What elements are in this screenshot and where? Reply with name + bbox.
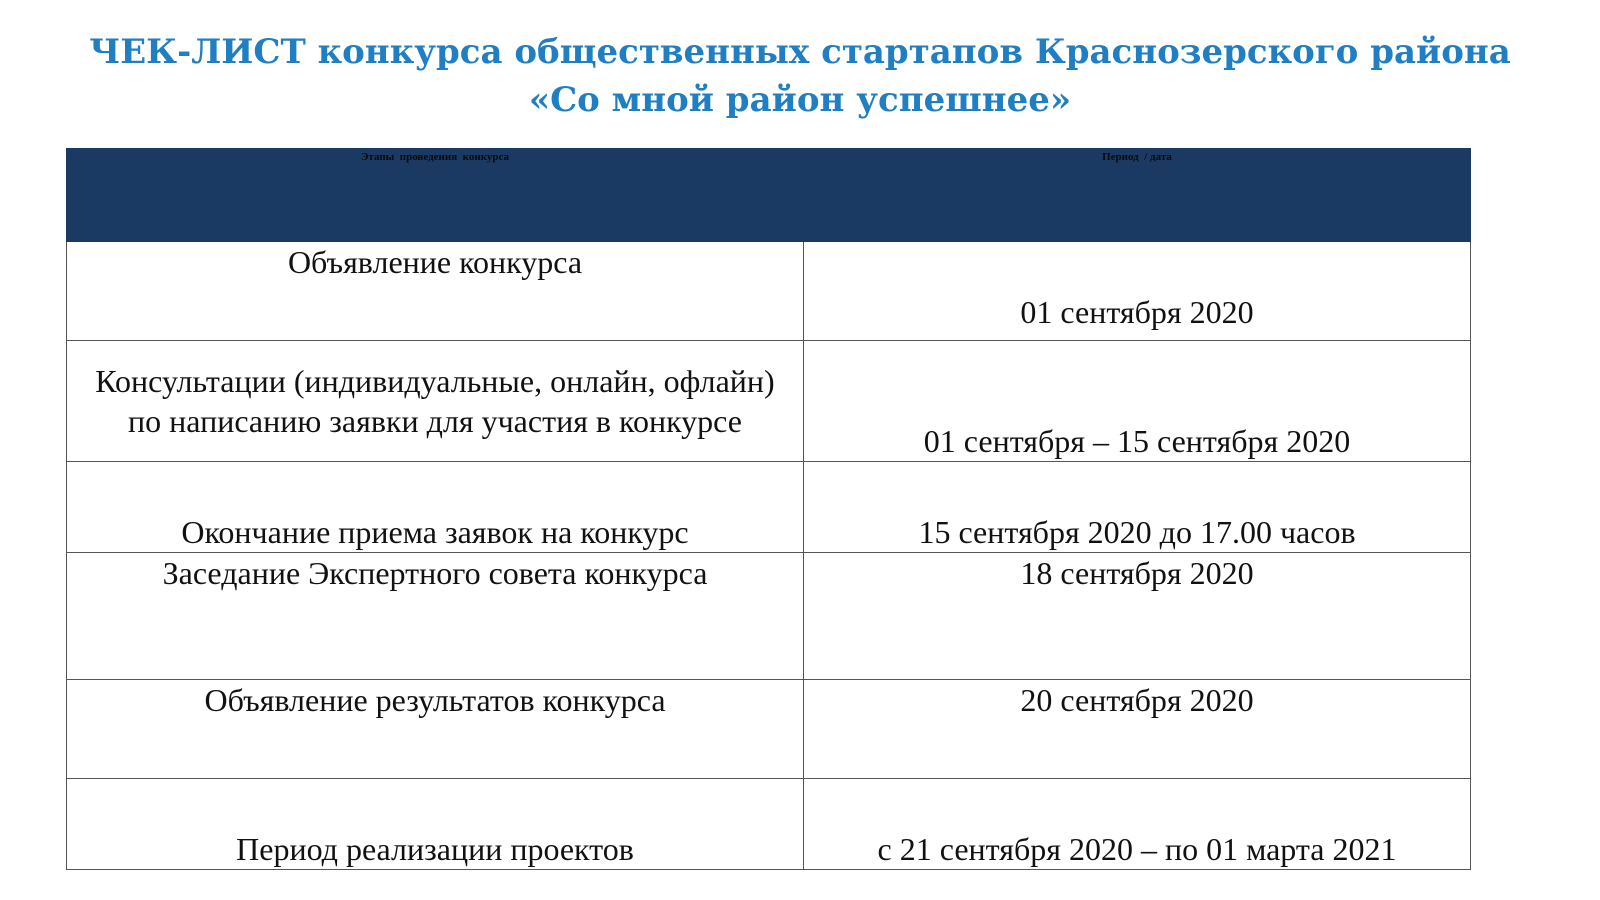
period-cell: 20 сентября 2020	[804, 680, 1471, 779]
table-header-row	[67, 149, 1471, 242]
table-row	[67, 242, 1471, 341]
stage-cell: Объявление конкурса	[67, 242, 804, 341]
stage-cell: Объявление результатов конкурса	[67, 680, 804, 779]
period-cell: 01 сентября 2020	[804, 242, 1471, 341]
column-header-period: Период / дата	[804, 149, 1471, 242]
table-row	[67, 680, 1471, 779]
checklist-table	[66, 148, 1471, 870]
stage-cell: Окончание приема заявок на конкурс	[67, 462, 804, 553]
table-row	[67, 341, 1471, 462]
table-row	[67, 553, 1471, 680]
period-cell: 15 сентября 2020 до 17.00 часов	[804, 462, 1471, 553]
period-cell: 18 сентября 2020	[804, 553, 1471, 680]
stage-cell: Заседание Экспертного совета конкурса	[67, 553, 804, 680]
stage-cell: Консультации (индивидуальные, онлайн, офлайн) по написанию заявки для участия в конкурсе	[67, 341, 804, 462]
stage-cell: Период реализации проектов	[67, 779, 804, 870]
page-title-line-2: «Со мной район успешнее»	[528, 80, 1072, 120]
period-cell: 01 сентября – 15 сентября 2020	[804, 341, 1471, 462]
period-cell: с 21 сентября 2020 – по 01 марта 2021	[804, 779, 1471, 870]
page-title	[0, 28, 1600, 124]
page-title-line-1: ЧЕК-ЛИСТ конкурса общественных стартапов Краснозерского района	[89, 32, 1511, 72]
table-row	[67, 779, 1471, 870]
column-header-stages: Этапы проведения конкурса	[67, 149, 804, 242]
table-row	[67, 462, 1471, 553]
